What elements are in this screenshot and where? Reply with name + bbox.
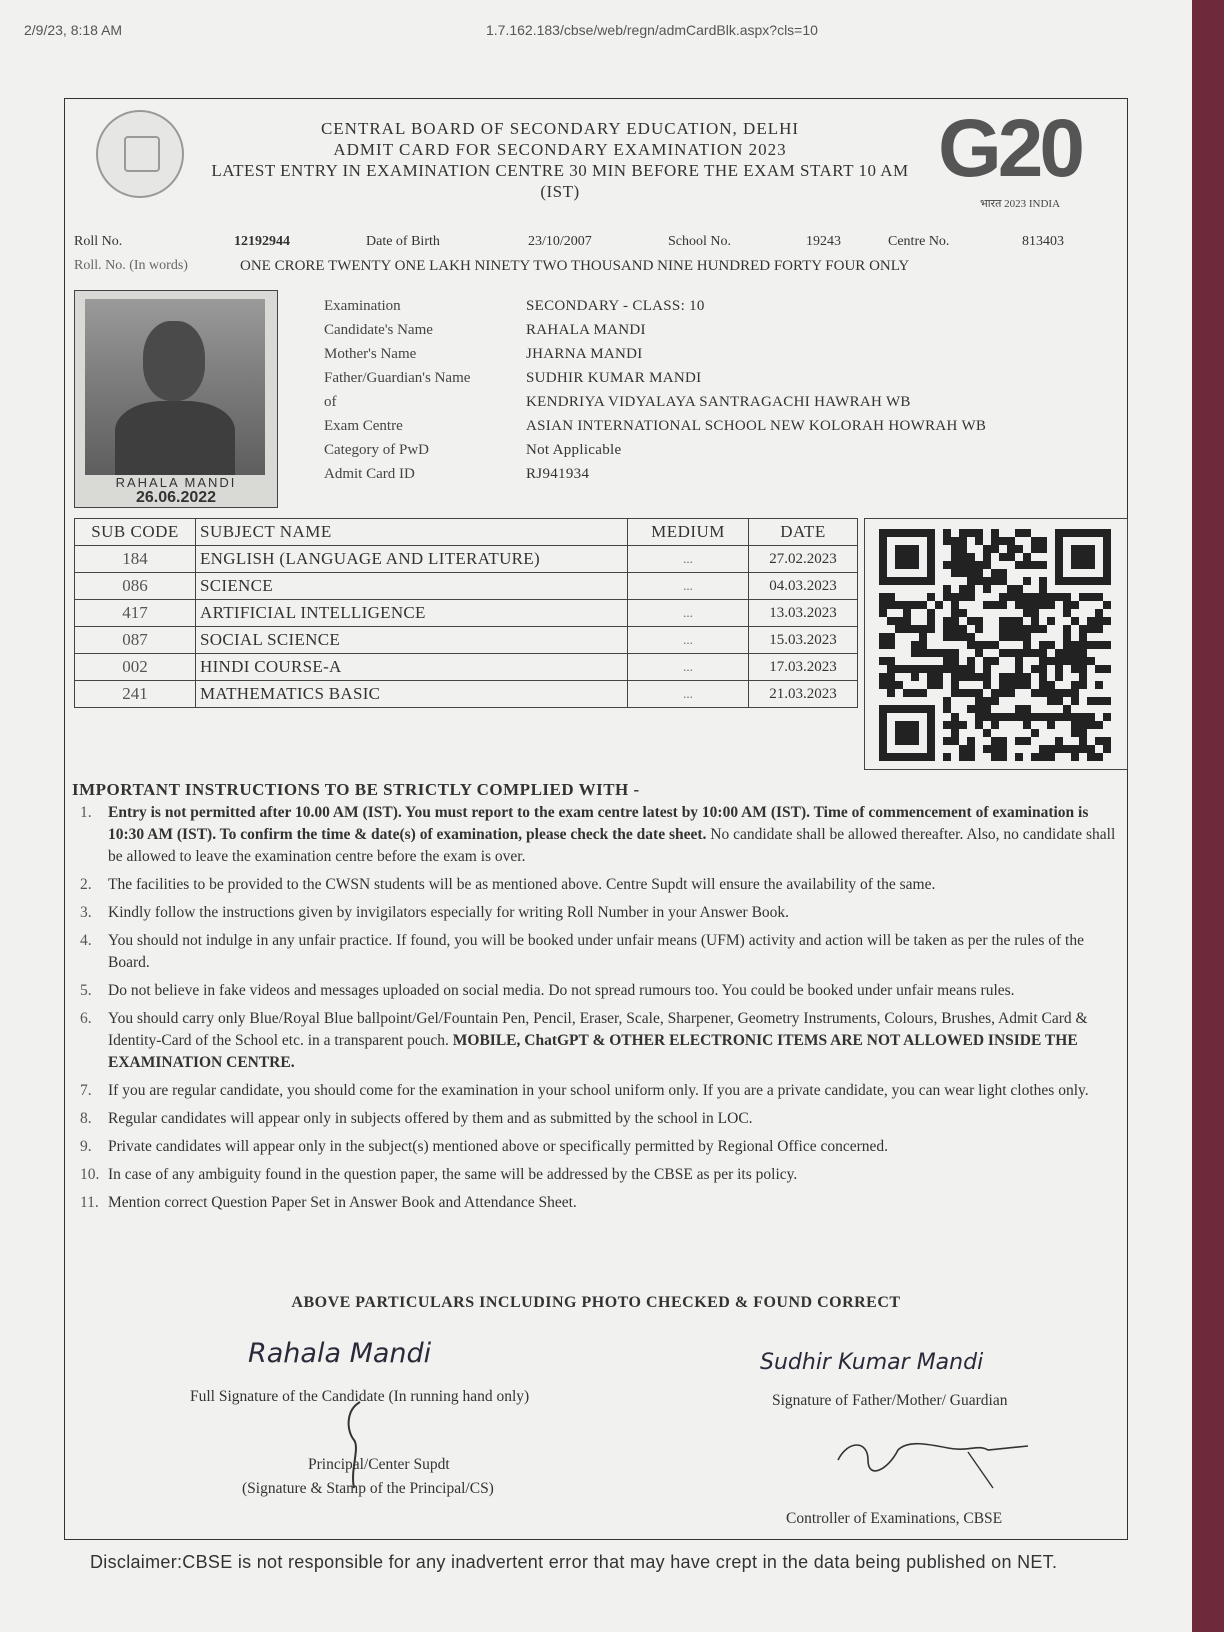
- instruction-item: 8. Regular candidates will appear only in subjects offered by them and as submitted by the school in LOC.: [80, 1110, 753, 1127]
- col-subject-name: SUBJECT NAME: [196, 519, 628, 546]
- instruction-item: 9. Private candidates will appear only in the subject(s) mentioned above or specifically permitted by Regional Office concerned.: [80, 1138, 889, 1155]
- candidate-signature-label: Full Signature of the Candidate (In running hand only): [190, 1388, 530, 1405]
- school-value: 19243: [806, 234, 841, 249]
- dob-label: Date of Birth: [366, 234, 440, 249]
- admit-card-page: 2/9/23, 8:18 AM 1.7.162.183/cbse/web/regn/admCardBlk.aspx?cls=10 CENTRAL BOARD OF SECONDARY EDUCATION, DELHI ADMIT CARD FOR SECONDARY EXAMINATION 2023 LATEST ENTRY IN EXAMINATION CENTRE 30 MIN BEFORE THE EXAM START 10 AM (IST) G20 भारत 2023 INDIA Roll No. 12192944 Date of Birth 23/10/2007 School No. 19243 Centre No. 813403 Roll. No. (In words) ONE CRORE TWENTY ONE LAKH NINETY TWO THOUSAND NINE HUNDRED FORTY FOUR ONLY RAHALA MANDI 26.06.2022 Examination SECONDARY - CLASS: 10 Candidate's Name RAHALA MANDI Mother's Name JHARNA MANDI Father/Guardian's Name SUDHIR KUMAR MANDI of KENDRIYA VIDYALAYA SANTRAGACHI HAWRAH WB Exam Centre ASIAN INTERNATIONAL SCHOOL NEW KOLORAH HOWRAH WB Category of PwD Not Applicable Admit Card ID RJ941934 SUB CODE SUBJECT NAME MEDIUM DATE 184 ENGLISH (LANGUAGE AND LITERATURE) ... 27.02.2023 086 SCIENCE ... 04.03.2023 417 ARTIFICIAL INTELLIGENCE ... 13.03.2023 087 SOCIAL SCIENCE ... 15.03.2023 002 HINDI COURSE-A ... 17.03.2023 241 MATHEMATICS BASIC ... 21.03.2023 IMPORTANT INSTRUCTIONS TO BE STRICTLY COMPLIED WITH - 1. Entry is not permitted after 10.00 AM (IST). You must report to the exam centre latest by 10:00 AM (IST). Time of commencement of examination is 10:30 AM (IST). To confirm the time & date(s) of examination, please check the date sheet. No candidate shall be allowed thereafter. Also, no candidate shall be allowed to leave the examination centre before the exam is over. 2. The facilities to be provided to the CWSN students will be as mentioned above. Centre Supdt will ensure the availability of the same. 3. Kindly follow the instructions given by invigilators especially for writing Roll Number in your Answer Book. 4. You should not indulge in any unfair practice. If found, you will be booked under unfair means (UFM) activity and action will be taken as per the rules of the Board. 5. Do not believe in fake videos and messages uploaded on social media. Do not spread rumours too. You could be booked under unfair means rules. 6. You should carry only Blue/Royal Blue ballpoint/Gel/Fountain Pen, Pencil, Eraser, Scale, Sharpener, Geometry Instruments, Colours, Brushes, Admit Card & Identity-Card of the School etc. in a transparent pouch. MOBILE, ChatGPT & OTHER ELECTRONIC ITEMS ARE NOT ALLOWED INSIDE THE EXAMINATION CENTRE. 7. If you are regular candidate, you should come for the examination in your school uniform only. If you are a private candidate, you can wear light clothes only. 8. Regular candidates will appear only in subjects offered by them and as submitted by the school in LOC. 9. Private candidates will appear only in the subject(s) mentioned above or specifically permitted by Regional Office concerned. 10. In case of any ambiguity found in the question paper, the same will be addressed by the CBSE as per its policy. 11. Mention correct Question Paper Set in Answer Book and Attendance Sheet. ABOVE PARTICULARS INCLUDING PHOTO CHECKED & FOUND CORRECT Rahala Mandi Full Signature of the Candidate (In running hand only) Sudhir Kumar Mandi Signature of Father/Mother/ Guardian Principal/Center Supdt (Signature & Stamp of the Principal/CS) Controller of Examinations, CBSE Disclaimer:CBSE is not responsible for any inadvertent error that may have crept in the data being published on NET.: [0, 0, 1192, 1632]
- roll-words-value: ONE CRORE TWENTY ONE LAKH NINETY TWO THOUSAND NINE HUNDRED FORTY FOUR ONLY: [240, 258, 910, 274]
- candidate-photo: [74, 290, 278, 508]
- instructions-list: [72, 802, 1126, 1220]
- centre-value: 813403: [1022, 234, 1064, 249]
- table-row: 184 ENGLISH (LANGUAGE AND LITERATURE) ... 27.02.2023: [75, 546, 858, 573]
- board-name: CENTRAL BOARD OF SECONDARY EDUCATION, DELHI: [320, 119, 800, 138]
- col-date: DATE: [749, 519, 858, 546]
- cbse-emblem-icon: [96, 110, 184, 198]
- guardian-signature-label: Signature of Father/Mother/ Guardian: [772, 1392, 1008, 1409]
- card-type: ADMIT CARD FOR SECONDARY EXAMINATION 2023: [333, 140, 787, 159]
- table-row: 086 SCIENCE ... 04.03.2023: [75, 573, 858, 600]
- entry-notice: LATEST ENTRY IN EXAMINATION CENTRE 30 MIN BEFORE THE EXAM START 10 AM (IST): [211, 161, 909, 201]
- instruction-item: 4. You should not indulge in any unfair practice. If found, you will be booked under unfair means (UFM) activity and action will be taken as per the rules of the Board.: [80, 932, 1084, 971]
- qr-code-frame: [864, 518, 1128, 770]
- col-medium: MEDIUM: [628, 519, 749, 546]
- print-url: 1.7.162.183/cbse/web/regn/admCardBlk.aspx?cls=10: [486, 22, 818, 38]
- principal-stamp-label: (Signature & Stamp of the Principal/CS): [242, 1480, 494, 1497]
- instructions-heading: IMPORTANT INSTRUCTIONS TO BE STRICTLY COMPLIED WITH -: [72, 780, 640, 799]
- roll-words-label: Roll. No. (In words): [74, 258, 188, 273]
- subjects-table: [74, 518, 858, 708]
- guardian-signature: Sudhir Kumar Mandi: [760, 1350, 984, 1375]
- principal-signature-icon: [340, 1400, 370, 1490]
- verification-statement: ABOVE PARTICULARS INCLUDING PHOTO CHECKED & FOUND CORRECT: [291, 1294, 901, 1311]
- photo-caption-name: RAHALA MANDI: [115, 475, 237, 490]
- col-sub-code: SUB CODE: [75, 519, 196, 546]
- principal-label: Principal/Center Supdt: [308, 1456, 450, 1473]
- disclaimer: Disclaimer:CBSE is not responsible for any inadvertent error that may have crept in the data being published on NET.: [90, 1552, 1058, 1572]
- roll-value: 12192944: [234, 234, 290, 249]
- instruction-item: 6. You should carry only Blue/Royal Blue ballpoint/Gel/Fountain Pen, Pencil, Eraser, Scale, Sharpener, Geometry Instruments, Colours, Brushes, Admit Card & Identity-Card of the School etc. in a transparent pouch. MOBILE, ChatGPT & OTHER ELECTRONIC ITEMS ARE NOT ALLOWED INSIDE THE EXAMINATION CENTRE.: [80, 1010, 1088, 1071]
- photo-image: [85, 299, 265, 475]
- g20-mark: G20: [938, 103, 1081, 194]
- school-label: School No.: [668, 234, 731, 249]
- roll-label: Roll No.: [74, 234, 123, 249]
- centre-label: Centre No.: [888, 234, 950, 249]
- card-title: [190, 118, 930, 202]
- table-row: 002 HINDI COURSE-A ... 17.03.2023: [75, 654, 858, 681]
- instruction-item: 7. If you are regular candidate, you should come for the examination in your school uniform only. If you are a private candidate, you can wear light clothes only.: [80, 1082, 1089, 1099]
- instruction-item: 3. Kindly follow the instructions given by invigilators especially for writing Roll Number in your Answer Book.: [80, 904, 790, 921]
- table-row: 417 ARTIFICIAL INTELLIGENCE ... 13.03.2023: [75, 600, 858, 627]
- controller-label: Controller of Examinations, CBSE: [786, 1510, 1003, 1527]
- candidate-signature: Rahala Mandi: [248, 1338, 432, 1369]
- print-datetime: 2/9/23, 8:18 AM: [24, 22, 123, 38]
- g20-caption: भारत 2023 INDIA: [980, 198, 1061, 210]
- dob-value: 23/10/2007: [528, 234, 592, 249]
- photo-caption-date: 26.06.2022: [135, 489, 217, 506]
- instruction-item: 2. The facilities to be provided to the CWSN students will be as mentioned above. Centre Supdt will ensure the availability of the same.: [80, 876, 936, 893]
- table-row: 087 SOCIAL SCIENCE ... 15.03.2023: [75, 627, 858, 654]
- controller-signature-icon: [828, 1430, 1028, 1490]
- instruction-item: 5. Do not believe in fake videos and messages uploaded on social media. Do not spread rumours too. You could be booked under unfair means rules.: [80, 982, 1015, 999]
- photo-caption: [75, 475, 277, 505]
- instruction-item: 11. Mention correct Question Paper Set in Answer Book and Attendance Sheet.: [80, 1194, 577, 1211]
- instruction-item: 1. Entry is not permitted after 10.00 AM (IST). You must report to the exam centre latest by 10:00 AM (IST). Time of commencement of examination is 10:30 AM (IST). To confirm the time & date(s) of examination, please check the date sheet. No candidate shall be allowed thereafter. Also, no candidate shall be allowed to leave the examination centre before the exam is over.: [80, 804, 1116, 865]
- qr-code-icon: [879, 529, 1111, 761]
- table-row: 241 MATHEMATICS BASIC ... 21.03.2023: [75, 681, 858, 708]
- g20-logo: [938, 104, 1108, 194]
- instruction-item: 10. In case of any ambiguity found in the question paper, the same will be addressed by the CBSE as per its policy.: [80, 1166, 798, 1183]
- table-header-row: [75, 519, 858, 546]
